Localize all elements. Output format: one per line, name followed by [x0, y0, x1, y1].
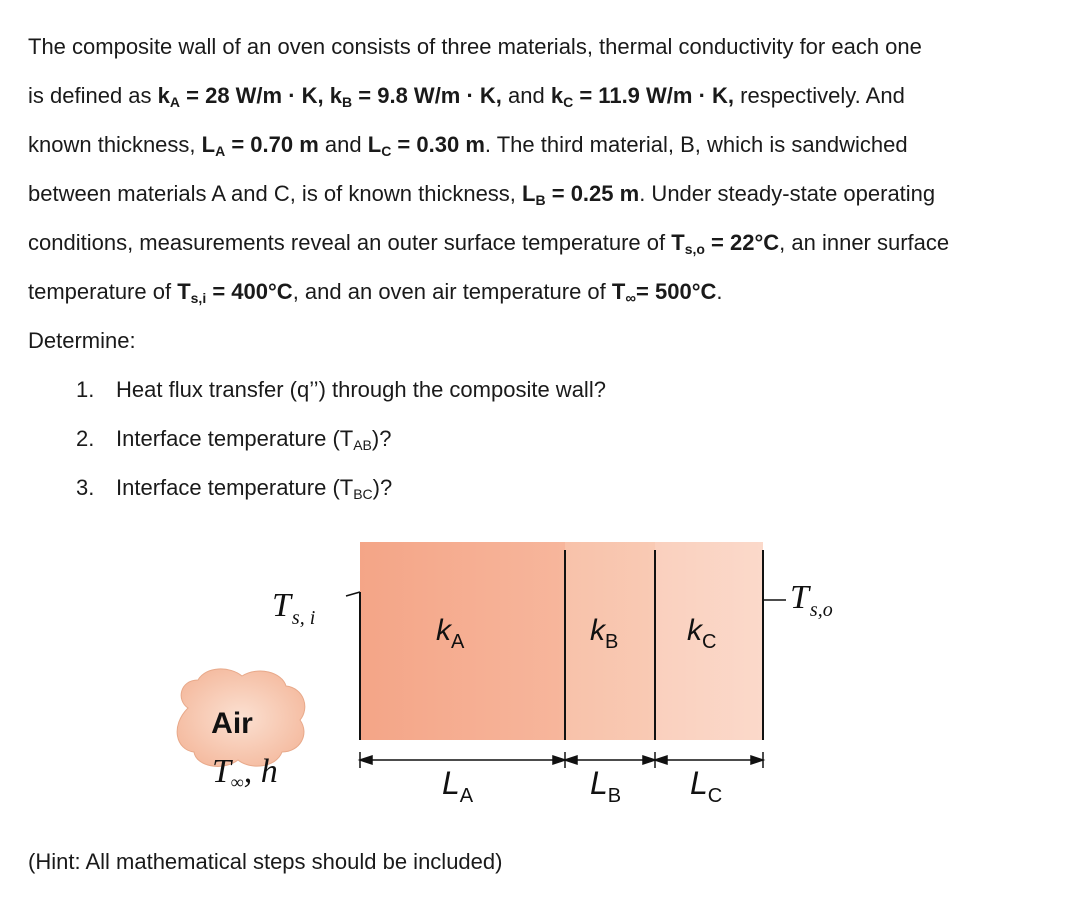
- symbol: k: [157, 83, 170, 108]
- symbol: k: [436, 614, 451, 647]
- arrow-C-left: [655, 756, 667, 764]
- symbol: T: [671, 230, 685, 255]
- subscript: A: [451, 631, 465, 653]
- question-text: )?: [371, 426, 392, 451]
- text-segment: and: [318, 132, 368, 157]
- subscript: C: [707, 785, 723, 807]
- symbol: T: [212, 753, 231, 790]
- tsi-leader: [346, 592, 360, 596]
- symbol: T: [790, 579, 809, 616]
- h-symbol: , h: [243, 753, 278, 790]
- problem-line-3: [28, 132, 908, 158]
- symbol: k: [590, 614, 605, 647]
- hint-text: (Hint: All mathematical steps should be included): [28, 849, 503, 874]
- value: = 0.30 m: [391, 132, 485, 157]
- LC-spec: [368, 132, 485, 157]
- Tso-spec: [671, 230, 779, 255]
- subscript: C: [702, 631, 717, 653]
- text-segment: conditions, measurements reveal an outer surface temperature of: [28, 230, 672, 255]
- LA-label: [442, 765, 474, 807]
- value: = 400°C: [206, 279, 293, 304]
- subscript: s,o: [809, 599, 833, 621]
- problem-line-2: [28, 83, 905, 109]
- text-segment: respectively. And: [734, 83, 905, 108]
- determine-heading: [28, 328, 136, 354]
- symbol: L: [367, 132, 382, 157]
- question-text: Interface temperature (T: [116, 426, 354, 451]
- kA-spec: [158, 83, 502, 108]
- question-text: Heat flux transfer (q’’) through the composite wall?: [116, 377, 606, 402]
- LB-label: [590, 765, 621, 807]
- subscript: B: [605, 631, 619, 653]
- symbol: L: [590, 765, 608, 801]
- arrow-C-right: [751, 756, 763, 764]
- subscript: A: [169, 94, 181, 110]
- symbol: T: [177, 279, 191, 304]
- problem-line-5: [28, 230, 949, 256]
- symbol: k: [329, 83, 343, 108]
- symbol: L: [442, 765, 460, 801]
- kC-spec: [551, 83, 734, 108]
- subscript: s, i: [291, 607, 316, 629]
- text-segment: temperature of: [28, 279, 178, 304]
- tso-label: [790, 579, 833, 621]
- subscript: s,o: [684, 241, 705, 257]
- value: = 0.70 m: [225, 132, 319, 157]
- text-segment: . Under steady-state operating: [639, 181, 936, 206]
- tsi-label: [272, 587, 315, 629]
- LA-spec: [202, 132, 319, 157]
- text-segment: and: [501, 83, 551, 108]
- text-segment: is defined as: [28, 83, 158, 108]
- symbol: k: [550, 83, 564, 108]
- tinf-h-label: [212, 753, 278, 792]
- problem-line-1: [28, 34, 922, 60]
- text-segment: , and an oven air temperature of: [292, 279, 612, 304]
- value: = 28 W/m · K,: [180, 83, 330, 108]
- text-segment: known thickness,: [28, 132, 202, 157]
- value: = 0.25 m: [545, 181, 640, 206]
- subscript: A: [459, 785, 474, 807]
- subscript: BC: [353, 486, 373, 502]
- subscript: C: [381, 143, 392, 159]
- LC-label: [690, 765, 722, 807]
- symbol: k: [687, 614, 702, 647]
- text-segment: Determine:: [28, 328, 136, 353]
- value: = 500°C: [636, 279, 717, 304]
- subscript: C: [563, 94, 574, 110]
- text-segment: , an inner surface: [779, 230, 950, 255]
- subscript: ∞: [625, 290, 637, 307]
- subscript: AB: [353, 437, 372, 453]
- symbol: L: [201, 132, 216, 157]
- Tsi-spec: [177, 279, 293, 304]
- problem-line-4: [28, 181, 935, 207]
- question-text: Interface temperature (T: [116, 475, 354, 500]
- text-segment: .: [716, 279, 723, 304]
- air-label: Air: [211, 707, 253, 740]
- text-segment: The composite wall of an oven consists of three materials, thermal conductivity for each one: [28, 34, 922, 59]
- problem-line-6: [28, 279, 723, 305]
- symbol: T: [272, 587, 291, 624]
- subscript: A: [215, 143, 226, 159]
- value: = 11.9 W/m · K,: [573, 83, 735, 108]
- text-segment: between materials A and C, is of known thickness,: [28, 181, 523, 206]
- question-number: 2.: [76, 426, 95, 451]
- LB-spec: [522, 181, 639, 206]
- composite-wall-diagram: [150, 530, 870, 820]
- symbol: L: [522, 181, 536, 206]
- arrow-B-left: [565, 756, 577, 764]
- question-3: [76, 475, 392, 501]
- question-number: 1.: [76, 377, 95, 402]
- arrow-A-left: [360, 756, 372, 764]
- text-segment: . The third material, B, which is sandwiched: [484, 132, 908, 157]
- Tinf-spec: [611, 279, 717, 307]
- question-1: [76, 377, 606, 403]
- question-number: 3.: [76, 475, 95, 500]
- question-2: [76, 426, 391, 452]
- symbol: T: [611, 279, 626, 304]
- subscript: B: [535, 192, 546, 208]
- question-text: )?: [372, 475, 393, 500]
- value: = 9.8 W/m · K,: [352, 83, 502, 108]
- subscript: B: [607, 785, 622, 807]
- subscript: ∞: [230, 772, 244, 792]
- value: = 22°C: [704, 230, 780, 255]
- symbol: L: [690, 765, 708, 801]
- subscript: s,i: [190, 290, 207, 306]
- subscript: B: [342, 94, 353, 110]
